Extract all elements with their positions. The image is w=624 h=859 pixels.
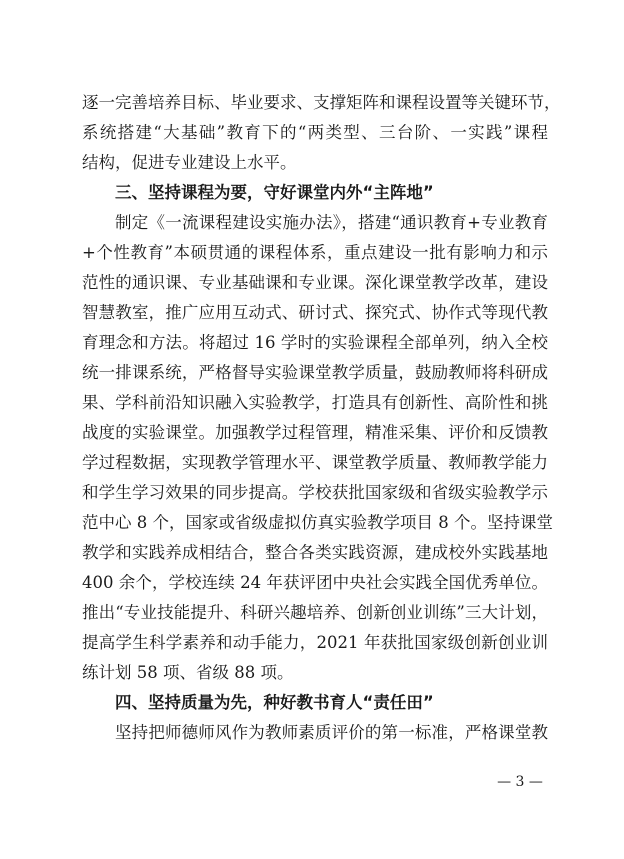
text-line: 育理念和方法。将超过 16 学时的实验课程全部单列，纳入全校 [82,333,548,352]
text-line: 教学和实践养成相结合，整合各类实践资源，建成校外实践基地 [82,543,548,562]
text-line: 推出“专业技能提升、科研兴趣培养、创新创业训练”三大计划， [82,603,548,622]
text-line: 学过程数据，实现教学管理水平、课堂教学质量、教师教学能力 [82,453,548,472]
text-line: 范性的通识课、专业基础课和专业课。深化课堂教学改革，建设 [82,273,548,292]
text-line: 练计划 58 项、省级 88 项。 [82,663,294,682]
text-line: 果、学科前沿知识融入实验教学，打造具有创新性、高阶性和挑 [82,393,548,412]
text-line: 制定《一流课程建设实施办法》，搭建“通识教育+专业教育 [115,213,548,232]
document-body [82,88,561,748]
text-line: 统一排课系统，严格督导实验课堂教学质量，鼓励教师将科研成 [82,363,548,382]
text-line: 系统搭建“大基础”教育下的“两类型、三台阶、一实践”课程 [82,123,548,142]
text-line: +个性教育”本硕贯通的课程体系，重点建设一批有影响力和示 [82,243,548,262]
text-line: 提高学生科学素养和动手能力，2021 年获批国家级创新创业训 [82,633,548,652]
section-heading-3: 三、坚持课程为要，守好课堂内外“主阵地” [115,183,434,202]
text-line: 400 余个，学校连续 24 年获评团中央社会实践全国优秀单位。 [82,573,548,592]
text-line: 和学生学习效果的同步提高。学校获批国家级和省级实验教学示 [82,483,548,502]
text-line: 逐一完善培养目标、毕业要求、支撑矩阵和课程设置等关键环节， [82,93,561,112]
text-line: 智慧教室，推广应用互动式、研讨式、探究式、协作式等现代教 [82,303,548,322]
section-heading-4: 四、坚持质量为先，种好教书育人“责任田” [115,693,434,712]
page-number: — 3 — [497,774,543,790]
text-line: 战度的实验课堂。加强教学过程管理，精准采集、评价和反馈教 [82,423,548,442]
text-line: 结构，促进专业建设上水平。 [82,153,297,172]
text-line: 范中心 8 个，国家或省级虚拟仿真实验教学项目 8 个。坚持课堂 [82,513,553,532]
text-line: 坚持把师德师风作为教师素质评价的第一标准，严格课堂教 [115,723,548,742]
